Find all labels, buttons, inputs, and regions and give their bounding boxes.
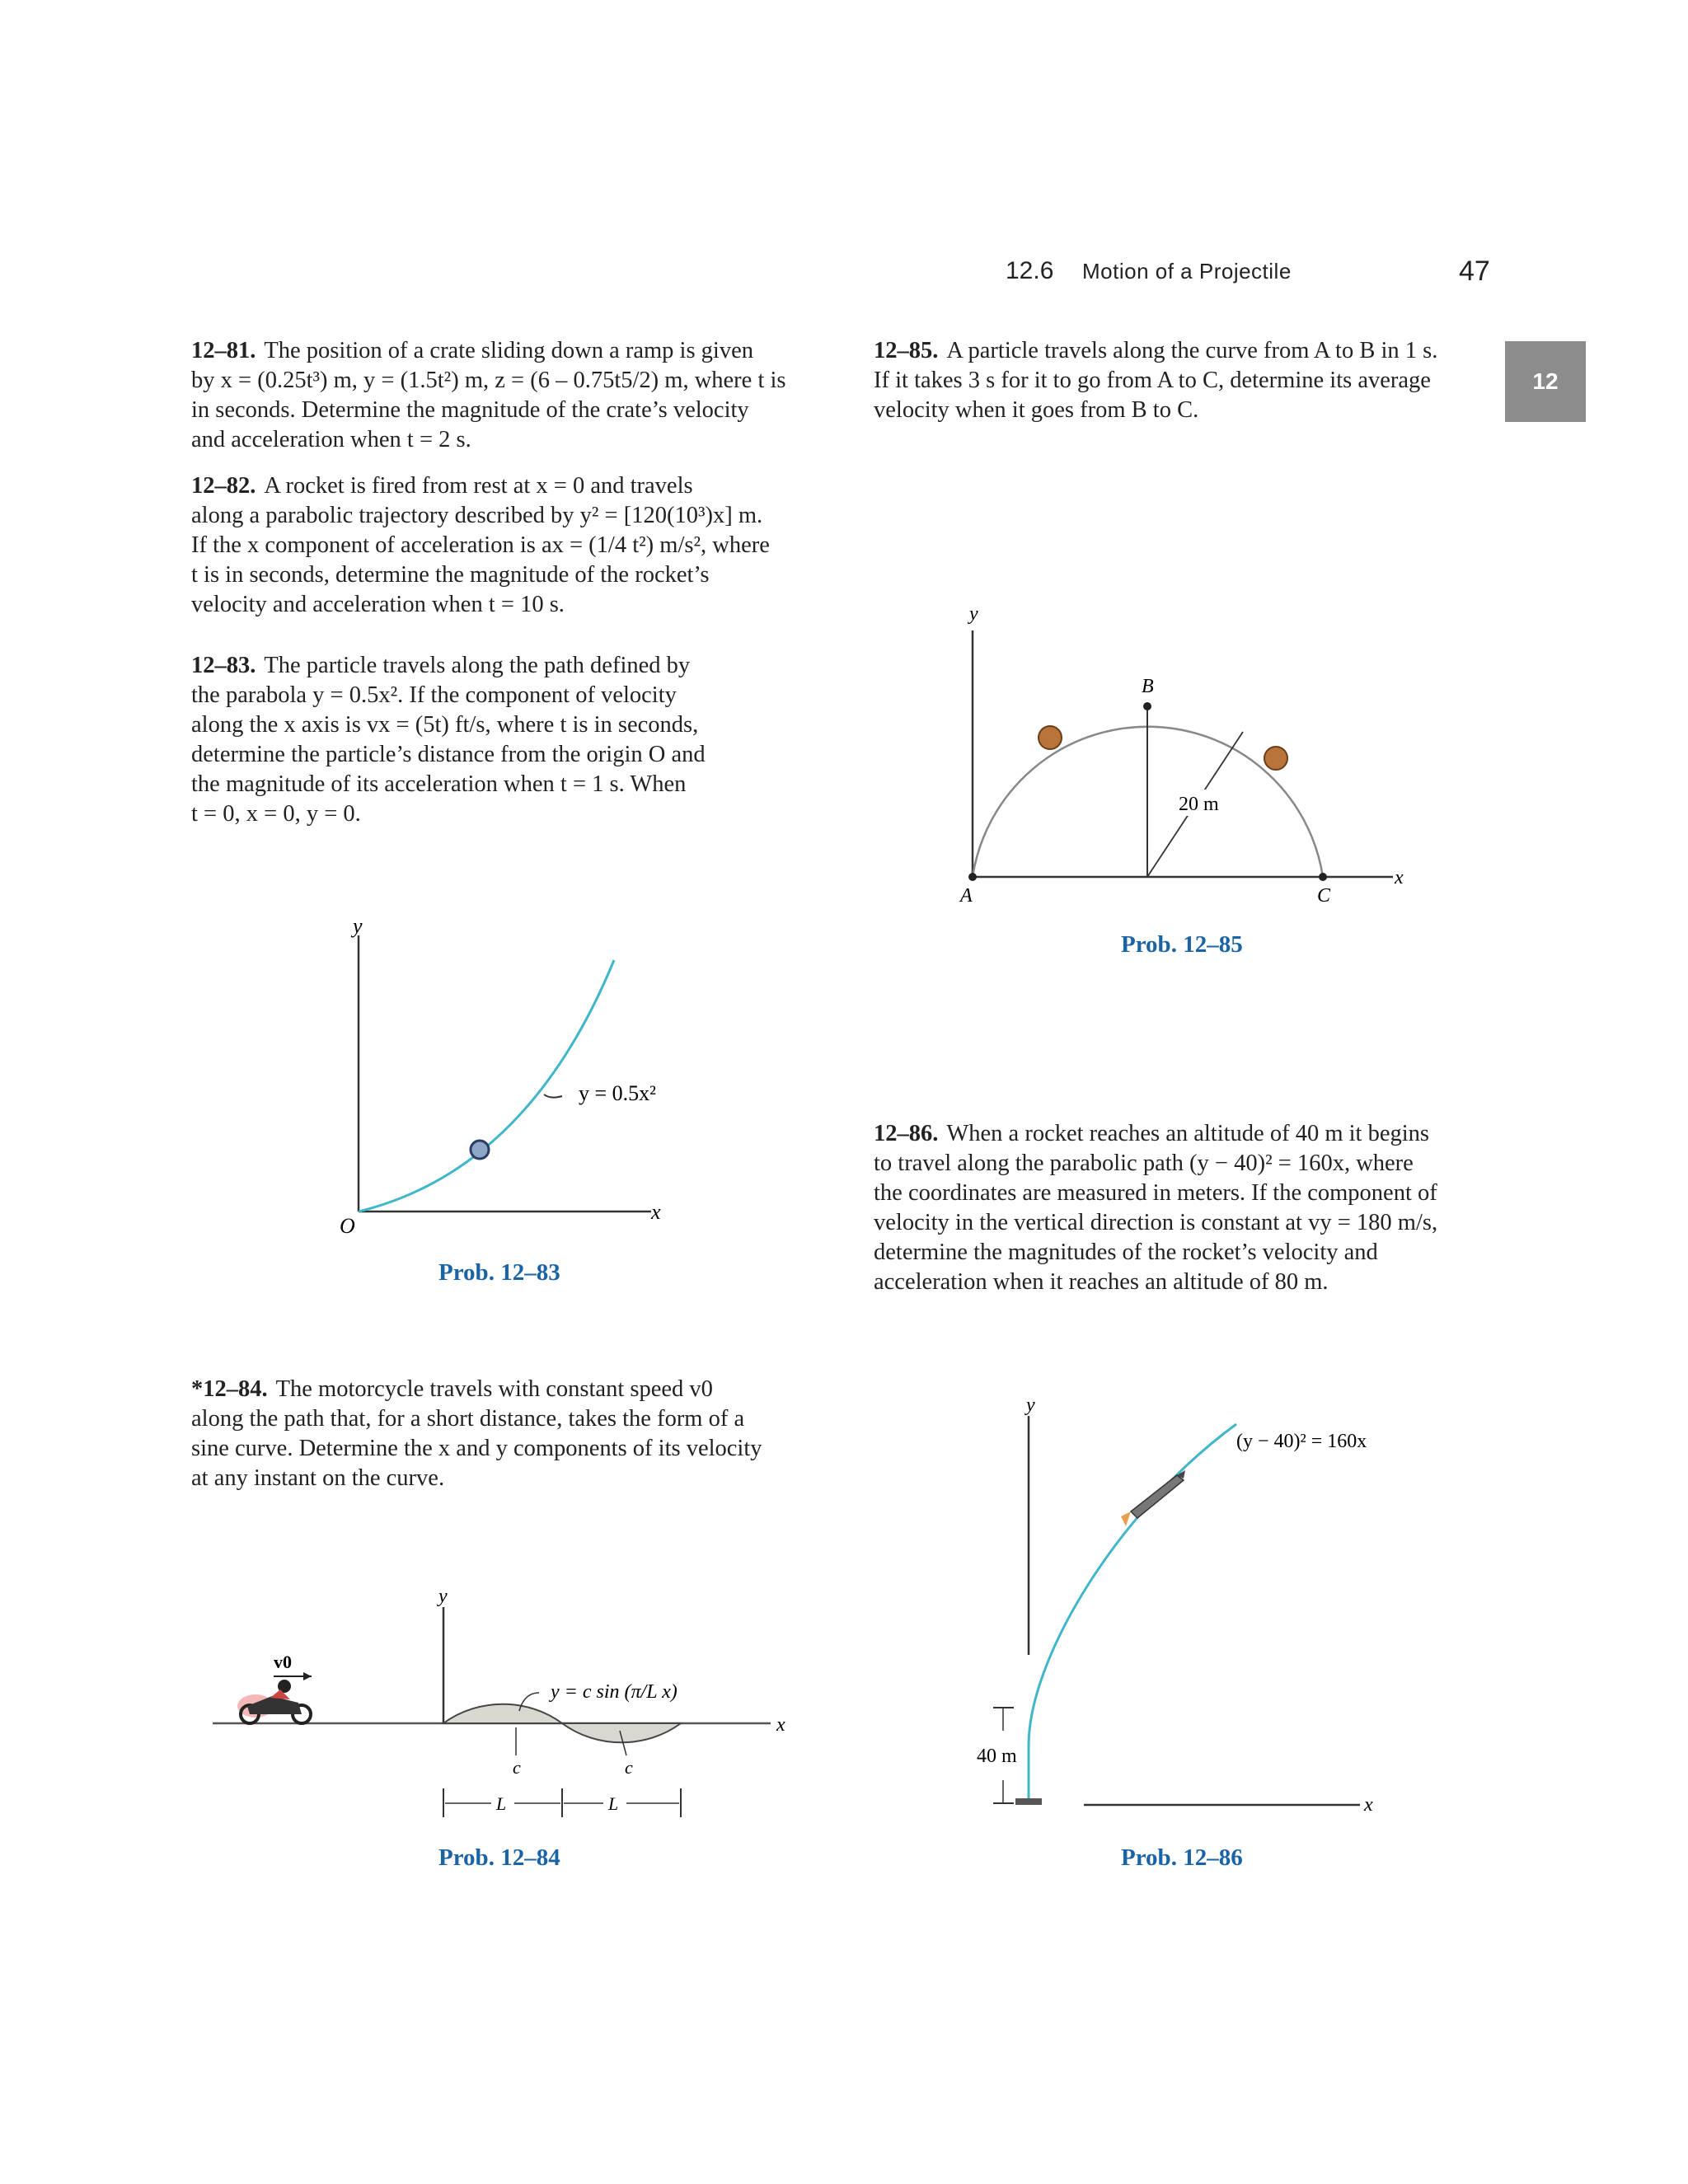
rocket-icon bbox=[1121, 1470, 1185, 1526]
y-axis-label: y bbox=[969, 603, 978, 625]
figure-caption: Prob. 12–84 bbox=[438, 1844, 560, 1871]
curve-label: (y − 40)² = 160x bbox=[1236, 1431, 1367, 1452]
speed-label: v0 bbox=[274, 1652, 292, 1672]
problem-number: 12–81. bbox=[191, 338, 256, 363]
problem-line: in seconds. Determine the magnitude of the crate’s velocity bbox=[191, 397, 749, 423]
problem-line: along the path that, for a short distance, takes the form of a bbox=[191, 1406, 745, 1432]
problem-line: velocity when it goes from B to C. bbox=[874, 397, 1199, 423]
problem-number: *12–84. bbox=[191, 1376, 268, 1402]
height-label: 40 m bbox=[977, 1746, 1017, 1767]
problem-number: 12–83. bbox=[191, 653, 256, 678]
problem-line: and acceleration when t = 2 s. bbox=[191, 427, 471, 452]
launch-pad bbox=[1015, 1798, 1042, 1805]
problem-line: the magnitude of its acceleration when t = 1 s. When bbox=[191, 771, 687, 797]
problem-line: by x = (0.25t³) m, y = (1.5t²) m, z = (6 – 0.75t5/2) m, where t is bbox=[191, 368, 786, 393]
problem-number: 12–86. bbox=[874, 1121, 939, 1146]
problem-line: determine the particle’s distance from the origin O and bbox=[191, 742, 706, 767]
problem-number: 12–82. bbox=[191, 473, 256, 499]
problem-line: to travel along the parabolic path (y − 40)² = 160x, where bbox=[874, 1151, 1414, 1176]
problem-line: The position of a crate sliding down a ramp is given bbox=[264, 338, 753, 363]
origin-label: O bbox=[340, 1214, 355, 1238]
length-label-2: L bbox=[608, 1793, 619, 1814]
problem-line: The particle travels along the path defined by bbox=[264, 653, 691, 678]
figure-caption: Prob. 12–83 bbox=[438, 1259, 560, 1286]
chapter-tab: 12 bbox=[1505, 341, 1586, 422]
problem-line: A particle travels along the curve from A to B in 1 s. bbox=[946, 338, 1438, 363]
problem-line: determine the magnitudes of the rocket’s velocity and bbox=[874, 1240, 1378, 1265]
curve-label: y = c sin (π/L x) bbox=[551, 1681, 678, 1703]
problem-line: A rocket is fired from rest at x = 0 and travels bbox=[264, 473, 693, 499]
problem-line: If the x component of acceleration is ax = (1/4 t²) m/s², where bbox=[191, 532, 770, 558]
problem-number: 12–85. bbox=[874, 338, 939, 363]
problem-line: When a rocket reaches an altitude of 40 m it begins bbox=[946, 1121, 1429, 1146]
rocket-path bbox=[1029, 1424, 1236, 1803]
problem-line: If it takes 3 s for it to go from A to C, determine its average bbox=[874, 368, 1431, 393]
x-axis-label: x bbox=[651, 1200, 661, 1224]
x-axis-label: x bbox=[776, 1714, 785, 1736]
y-axis-label: y bbox=[1026, 1394, 1035, 1416]
problem-line: t = 0, x = 0, y = 0. bbox=[191, 801, 361, 827]
y-axis-label: y bbox=[438, 1586, 448, 1607]
figure-caption: Prob. 12–85 bbox=[1121, 931, 1243, 958]
problem-line: acceleration when it reaches an altitude of 80 m. bbox=[874, 1269, 1329, 1295]
x-axis-label: x bbox=[1395, 867, 1404, 888]
label-c: C bbox=[1317, 885, 1331, 907]
problem-line: along a parabolic trajectory described by y² = [120(10³)x] m. bbox=[191, 503, 763, 528]
problem-line: sine curve. Determine the x and y components of its velocity bbox=[191, 1436, 762, 1461]
problem-line: along the x axis is vx = (5t) ft/s, where t is in seconds, bbox=[191, 712, 699, 738]
curve-label: y = 0.5x² bbox=[579, 1081, 656, 1105]
figure-caption: Prob. 12–86 bbox=[1121, 1844, 1243, 1871]
section-number: 12.6 bbox=[1006, 257, 1054, 284]
problem-line: velocity and acceleration when t = 10 s. bbox=[191, 592, 565, 617]
problem-line: velocity in the vertical direction is constant at vy = 180 m/s, bbox=[874, 1210, 1438, 1235]
amplitude-label-2: c bbox=[625, 1757, 633, 1778]
amplitude-label-1: c bbox=[513, 1757, 521, 1778]
problem-line: the parabola y = 0.5x². If the component of velocity bbox=[191, 682, 677, 708]
label-a: A bbox=[960, 885, 973, 907]
problem-line: The motorcycle travels with constant speed v0 bbox=[275, 1376, 713, 1402]
y-axis-label: y bbox=[353, 914, 363, 938]
section-title: Motion of a Projectile bbox=[1082, 259, 1292, 284]
page-number: 47 bbox=[1459, 255, 1490, 287]
radius-label: 20 m bbox=[1179, 794, 1219, 815]
x-axis-label: x bbox=[1364, 1794, 1373, 1816]
problem-line: t is in seconds, determine the magnitude of the rocket’s bbox=[191, 562, 710, 588]
label-b: B bbox=[1142, 676, 1154, 697]
problem-line: the coordinates are measured in meters. If the component of bbox=[874, 1180, 1437, 1206]
problem-line: at any instant on the curve. bbox=[191, 1465, 445, 1491]
length-label-1: L bbox=[496, 1793, 507, 1814]
